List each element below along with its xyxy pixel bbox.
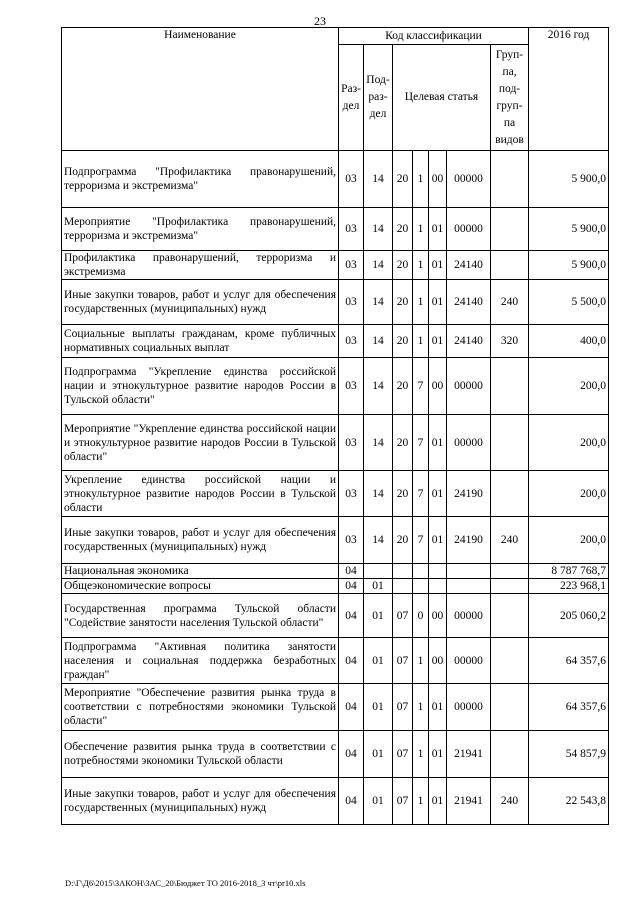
row-target-article-subprogram: 7: [413, 517, 429, 564]
row-target-article-direction: 24140: [447, 325, 491, 358]
row-target-article-subprogram: 7: [413, 415, 429, 471]
row-target-article-program: 20: [393, 471, 413, 517]
row-amount: 5 900,0: [529, 251, 609, 280]
header-expense-group: Груп- па, под- груп- па видов: [491, 45, 529, 151]
row-podrazdel: 14: [364, 280, 393, 325]
table-row: [62, 151, 609, 208]
row-podrazdel: 14: [364, 151, 393, 208]
row-target-article-program: [393, 564, 413, 579]
row-target-article-subprogram: 1: [413, 151, 429, 208]
row-podrazdel: [364, 564, 393, 579]
header-subsection: Под- раз- дел: [364, 45, 393, 151]
row-expense-group: [491, 684, 529, 731]
row-podrazdel: 01: [364, 684, 393, 731]
row-name: Иные закупки товаров, работ и услуг для обеспечения государственных (муниципальных) нужд: [62, 517, 339, 564]
table-row: [62, 325, 609, 358]
row-name: Мероприятие "Укрепление единства российской нации и этнокультурное развитие народов России в Тульской области": [62, 415, 339, 471]
row-expense-group: [491, 151, 529, 208]
row-name: Социальные выплаты гражданам, кроме публичных нормативных социальных выплат: [62, 325, 339, 358]
row-amount: 400,0: [529, 325, 609, 358]
row-target-article-direction: 24190: [447, 471, 491, 517]
row-target-article-direction: 00000: [447, 638, 491, 684]
row-expense-group: [491, 208, 529, 251]
row-amount: 200,0: [529, 517, 609, 564]
row-razdel: 03: [339, 325, 364, 358]
row-target-article-program: 07: [393, 638, 413, 684]
row-target-article-event: 00: [429, 594, 447, 638]
row-target-article-direction: 21941: [447, 731, 491, 778]
page-number: 23: [314, 14, 326, 28]
row-target-article-direction: 24140: [447, 251, 491, 280]
row-target-article-event: 01: [429, 471, 447, 517]
row-name: Подпрограмма "Укрепление единства российской нации и этнокультурное развитие народов России в Тульской области": [62, 358, 339, 415]
row-razdel: 03: [339, 251, 364, 280]
row-razdel: 03: [339, 358, 364, 415]
row-expense-group: [491, 471, 529, 517]
row-expense-group: [491, 358, 529, 415]
row-target-article-program: 20: [393, 251, 413, 280]
row-podrazdel: 01: [364, 778, 393, 825]
table-row: [62, 638, 609, 684]
table-row: [62, 415, 609, 471]
row-target-article-event: 01: [429, 415, 447, 471]
header-section: Раз- дел: [339, 45, 364, 151]
row-target-article-event: 01: [429, 684, 447, 731]
row-expense-group: [491, 579, 529, 594]
row-expense-group: [491, 731, 529, 778]
row-target-article-direction: 00000: [447, 358, 491, 415]
row-amount: 200,0: [529, 358, 609, 415]
row-name: Иные закупки товаров, работ и услуг для обеспечения государственных (муниципальных) нужд: [62, 778, 339, 825]
row-amount: 223 968,1: [529, 579, 609, 594]
budget-table: [61, 27, 609, 825]
row-target-article-direction: 21941: [447, 778, 491, 825]
row-target-article-program: 20: [393, 325, 413, 358]
row-target-article-event: [429, 579, 447, 594]
row-target-article-subprogram: 1: [413, 280, 429, 325]
header-year: 2016 год: [529, 28, 609, 151]
table-row: [62, 208, 609, 251]
table-row: [62, 280, 609, 325]
header-target-article: Целевая статья: [393, 45, 491, 151]
file-path-footer: D:\Г\Д6\2015\ЗАКОН\ЗАС_20\Бюджет ТО 2016-2018_3 чт\pr10.xls: [65, 878, 306, 888]
row-name: Подпрограмма "Активная политика занятости населения и социальная поддержка безработных граждан": [62, 638, 339, 684]
row-name: Общеэкономические вопросы: [62, 579, 339, 594]
row-target-article-event: 00: [429, 151, 447, 208]
row-amount: 54 857,9: [529, 731, 609, 778]
row-target-article-program: 20: [393, 415, 413, 471]
row-target-article-event: 01: [429, 517, 447, 564]
row-amount: 5 900,0: [529, 151, 609, 208]
row-podrazdel: 14: [364, 517, 393, 564]
row-target-article-program: 07: [393, 778, 413, 825]
row-razdel: 04: [339, 564, 364, 579]
row-target-article-event: 01: [429, 251, 447, 280]
row-amount: 205 060,2: [529, 594, 609, 638]
row-name: Иные закупки товаров, работ и услуг для обеспечения государственных (муниципальных) нужд: [62, 280, 339, 325]
row-podrazdel: 14: [364, 208, 393, 251]
row-name: Обеспечение развития рынка труда в соответствии с потребностями экономики Тульской области: [62, 731, 339, 778]
row-target-article-subprogram: 1: [413, 208, 429, 251]
row-podrazdel: 01: [364, 638, 393, 684]
row-expense-group: 240: [491, 778, 529, 825]
row-target-article-program: 20: [393, 151, 413, 208]
table-row: [62, 517, 609, 564]
row-amount: 200,0: [529, 471, 609, 517]
row-razdel: 04: [339, 778, 364, 825]
row-target-article-event: 01: [429, 731, 447, 778]
row-podrazdel: 01: [364, 579, 393, 594]
row-target-article-subprogram: [413, 579, 429, 594]
row-target-article-subprogram: 1: [413, 731, 429, 778]
row-razdel: 04: [339, 594, 364, 638]
row-target-article-program: 20: [393, 280, 413, 325]
row-name: Укрепление единства российской нации и этнокультурное развитие народов России в Тульской области: [62, 471, 339, 517]
row-amount: 22 543,8: [529, 778, 609, 825]
row-target-article-direction: [447, 579, 491, 594]
row-target-article-program: 07: [393, 731, 413, 778]
row-target-article-program: 20: [393, 208, 413, 251]
header-classification-code: Код классификации: [339, 28, 529, 45]
row-target-article-subprogram: 7: [413, 471, 429, 517]
row-target-article-event: 01: [429, 208, 447, 251]
row-target-article-direction: 24140: [447, 280, 491, 325]
table-row: [62, 564, 609, 579]
table-row: [62, 358, 609, 415]
row-razdel: 03: [339, 280, 364, 325]
row-expense-group: [491, 251, 529, 280]
row-razdel: 04: [339, 684, 364, 731]
row-name: Национальная экономика: [62, 564, 339, 579]
row-razdel: 03: [339, 208, 364, 251]
row-podrazdel: 01: [364, 594, 393, 638]
row-razdel: 03: [339, 517, 364, 564]
row-amount: 64 357,6: [529, 684, 609, 731]
row-razdel: 03: [339, 415, 364, 471]
row-razdel: 03: [339, 471, 364, 517]
row-expense-group: 240: [491, 280, 529, 325]
row-podrazdel: 14: [364, 415, 393, 471]
table-body: [62, 151, 609, 825]
row-expense-group: [491, 594, 529, 638]
row-target-article-program: [393, 579, 413, 594]
row-name: Государственная программа Тульской области "Содействие занятости населения Тульской области": [62, 594, 339, 638]
row-podrazdel: 14: [364, 251, 393, 280]
row-target-article-event: 01: [429, 778, 447, 825]
row-target-article-direction: 00000: [447, 208, 491, 251]
table-row: [62, 251, 609, 280]
row-expense-group: [491, 638, 529, 684]
row-razdel: 04: [339, 731, 364, 778]
row-name: Мероприятие "Профилактика правонарушений, терроризма и экстремизма": [62, 208, 339, 251]
row-target-article-direction: 00000: [447, 151, 491, 208]
row-podrazdel: 14: [364, 471, 393, 517]
row-amount: 64 357,6: [529, 638, 609, 684]
row-podrazdel: 14: [364, 358, 393, 415]
row-target-article-direction: 24190: [447, 517, 491, 564]
table-row: [62, 684, 609, 731]
row-podrazdel: 14: [364, 325, 393, 358]
row-target-article-subprogram: 1: [413, 638, 429, 684]
table-row: [62, 579, 609, 594]
row-target-article-event: 01: [429, 280, 447, 325]
table-row: [62, 778, 609, 825]
table-row: [62, 471, 609, 517]
table-row: [62, 594, 609, 638]
row-expense-group: 320: [491, 325, 529, 358]
row-target-article-direction: 00000: [447, 415, 491, 471]
row-target-article-subprogram: 1: [413, 251, 429, 280]
row-target-article-subprogram: 1: [413, 684, 429, 731]
row-target-article-event: 00: [429, 638, 447, 684]
row-target-article-direction: 00000: [447, 594, 491, 638]
row-target-article-subprogram: 7: [413, 358, 429, 415]
row-amount: 200,0: [529, 415, 609, 471]
row-name: Мероприятие "Обеспечение развития рынка труда в соответствии с потребностями экономики Тульской области": [62, 684, 339, 731]
row-amount: 5 900,0: [529, 208, 609, 251]
row-target-article-program: 07: [393, 684, 413, 731]
row-target-article-program: 20: [393, 517, 413, 564]
row-target-article-direction: [447, 564, 491, 579]
row-expense-group: 240: [491, 517, 529, 564]
row-podrazdel: 01: [364, 731, 393, 778]
row-target-article-program: 20: [393, 358, 413, 415]
row-target-article-event: [429, 564, 447, 579]
row-amount: 8 787 768,7: [529, 564, 609, 579]
row-target-article-subprogram: [413, 564, 429, 579]
row-razdel: 04: [339, 579, 364, 594]
row-amount: 5 500,0: [529, 280, 609, 325]
row-target-article-event: 01: [429, 325, 447, 358]
table-row: [62, 731, 609, 778]
row-target-article-event: 00: [429, 358, 447, 415]
row-target-article-subprogram: 1: [413, 778, 429, 825]
row-razdel: 04: [339, 638, 364, 684]
row-target-article-direction: 00000: [447, 684, 491, 731]
row-expense-group: [491, 415, 529, 471]
row-name: Подпрограмма "Профилактика правонарушений, терроризма и экстремизма": [62, 151, 339, 208]
row-expense-group: [491, 564, 529, 579]
row-target-article-subprogram: 1: [413, 325, 429, 358]
row-target-article-program: 07: [393, 594, 413, 638]
row-target-article-subprogram: 0: [413, 594, 429, 638]
row-name: Профилактика правонарушений, терроризма и экстремизма: [62, 251, 339, 280]
row-razdel: 03: [339, 151, 364, 208]
header-name: Наименование: [62, 28, 339, 151]
